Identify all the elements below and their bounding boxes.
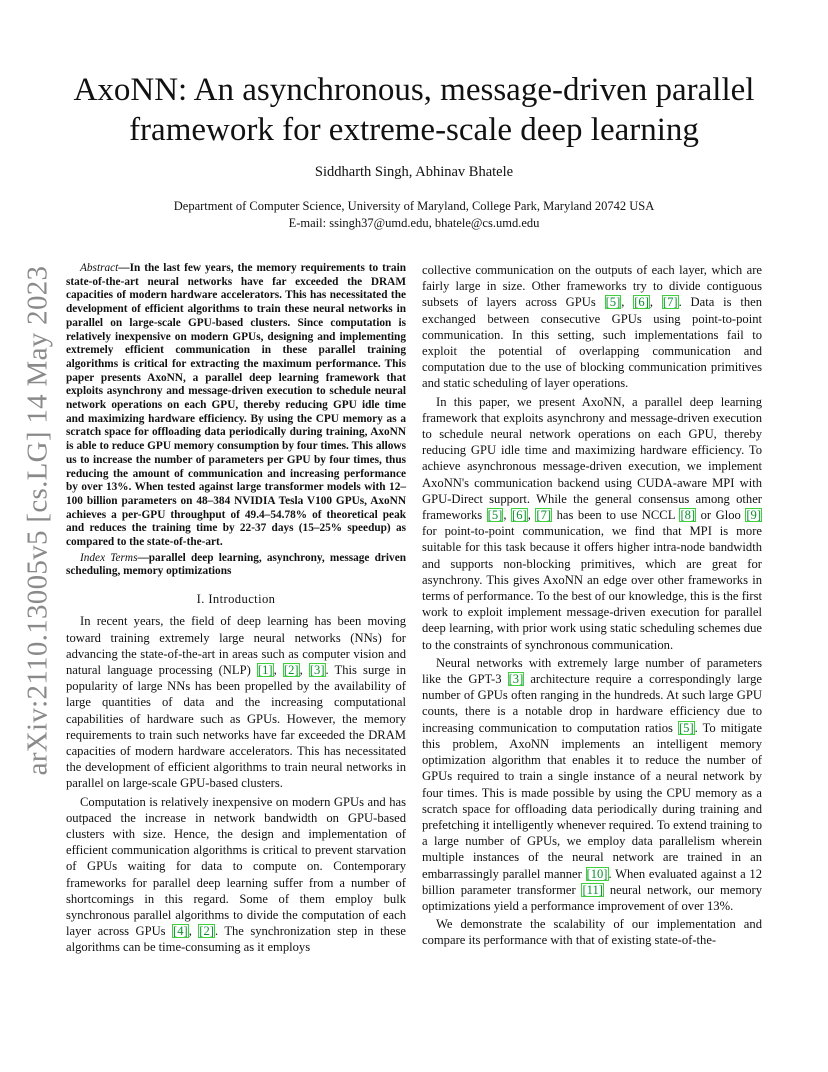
citation-link[interactable]: [5]: [605, 295, 621, 310]
citation-link[interactable]: [5]: [678, 720, 694, 735]
intro-paragraph-3: collective communication on the outputs of each layer, which are fairly large in size. Other frameworks try to divide contiguous subsets of layers across GPUs [5], [6], [7]. Data is then exchanged between consecutive GPUs using point-to-point communication. In this setting, such implementations fail to exploit the potential of overlapping communication and computation due to the use of blocking communication primitives and static scheduling of layer operations.: [422, 263, 763, 391]
citation-link[interactable]: [11]: [582, 882, 603, 897]
index-terms-lead: Index Terms: [80, 551, 138, 564]
left-column: [66, 262, 406, 958]
citation-link[interactable]: [3]: [508, 672, 524, 687]
paper-title: [60, 70, 768, 150]
intro-paragraph-6: We demonstrate the scalability of our implementation and compare its performance with that of existing state-of-the-: [422, 917, 762, 948]
citation-link[interactable]: [6]: [634, 295, 649, 310]
citation-link[interactable]: [8]: [680, 508, 696, 523]
citation-link[interactable]: [1]: [257, 662, 273, 677]
citation-link[interactable]: [4]: [173, 924, 188, 939]
email: E-mail: ssingh37@umd.edu, bhatele@cs.umd.edu: [288, 216, 540, 230]
authors: Siddharth Singh, Abhinav Bhatele: [314, 164, 514, 180]
citation-link[interactable]: [2]: [283, 662, 299, 677]
right-column: [422, 262, 762, 951]
citation-link[interactable]: [10]: [586, 866, 608, 881]
affiliation-block: [60, 198, 768, 232]
citation-link[interactable]: [9]: [746, 508, 762, 523]
citation-link[interactable]: [7]: [536, 508, 552, 523]
section-heading: I. Introduction: [196, 592, 276, 607]
title-line-1: AxoNN: An asynchronous, message-driven parallel: [73, 72, 755, 108]
title-line-2: framework for extreme-scale deep learning: [129, 112, 699, 148]
intro-paragraph-2: Computation is relatively inexpensive on modern GPUs and has outpaced the increase in network bandwidth on GPU-based clusters with size. Hence, the design and implementation of efficient communication algorithms is critical to prevent starvation of GPUs waiting for data to compute on. Contemporary frameworks for parallel deep learning suffer from a number of shortcomings in this regard. Some of them employ bulk synchronous parallel algorithms to divide the computation of each layer across GPUs [4], [2]. The synchronization step in these algorithms can be time-consuming as it employs: [66, 794, 406, 955]
abstract: [66, 262, 406, 550]
arxiv-identifier: arXiv:2110.13005v5 [cs.LG] 14 May 2023: [21, 265, 54, 775]
citation-link[interactable]: [5]: [487, 508, 503, 523]
citation-link[interactable]: [2]: [199, 924, 214, 939]
citation-link[interactable]: [3]: [309, 662, 325, 677]
intro-paragraph-5: Neural networks with extremely large number of parameters like the GPT-3 [3] architecture require a correspondingly large number of GPUs often ranging in the hundreds. At such large GPU counts, there is a notable drop in hardware efficiency due to increasing communication to computation ratios [5]. To mitigate this problem, AxoNN implements an intelligent memory optimization algorithm that enables it to reduce the number of GPUs required to train a single instance of a neural network by four times. This is made possible by using the CPU memory as a scratch space for offloading data periodically during training and prefetching it intelligently whenever required. To extend training to a large number of GPUs, we employ data parallelism wherein multiple instances of the neural network are trained in an embarrassingly parallel manner [10]. When evaluated against a 12 billion parameter transformer [11] neural network, our memory optimizations yield a performance improvement of over 13%.: [422, 655, 763, 913]
affiliation: Department of Computer Science, University of Maryland, College Park, Maryland 20742 USA: [173, 199, 655, 213]
intro-paragraph-4: In this paper, we present AxoNN, a parallel deep learning framework that exploits asynchrony and message-driven execution to schedule neural network operations on each GPU, thereby reducing GPU idle time and maximizing hardware efficiency. To achieve asynchronous message-driven execution, we implement AxoNN's communication backend using CUDA-aware MPI with GPU-Direct support. While the general consensus among other frameworks [5], [6], [7] has been to use NCCL [8] or Gloo [9] for point-to-point communication, we find that MPI is more suitable for this task because it offers higher intra-node bandwidth and supports non-blocking primitives, which are great for asynchrony. This gives AxoNN an edge over other frameworks in terms of performance. To the best of our knowledge, this is the first work to exploit implement message-driven execution for parallel deep learning, with prior work using static scheduling schemes due to the constraints of synchronous communication.: [422, 394, 762, 652]
index-terms-text: —parallel deep learning, asynchrony, message driven scheduling, memory optimizations: [66, 551, 406, 578]
intro-paragraph-1: In recent years, the field of deep learning has been moving toward training extremely large neural networks (NNs) for advancing the state-of-the-art in areas such as computer vision and natural language processing (NLP) [1], [2], [3]. This surge in popularity of large NNs has been propelled by the availability of large quantities of data and the increasing computational capabilities of hardware such as GPUs. However, the memory requirements to train such networks have far exceeded the DRAM capacities of modern hardware accelerators. This has necessitated the development of efficient algorithms to train neural networks in parallel on large-scale GPU-based clusters.: [66, 614, 407, 791]
index-terms: [66, 552, 406, 579]
arxiv-side-label: [10, 265, 66, 775]
abstract-lead: Abstract: [80, 262, 119, 274]
citation-link[interactable]: [6]: [512, 508, 527, 523]
citation-link[interactable]: [7]: [662, 295, 678, 310]
abstract-text: —In the last few years, the memory requirements to train state-of-the-art neural networks have far exceeded the DRAM capacities of modern hardware accelerators. This has necessitated the development of efficient algorithms to train these neural networks in parallel on large-scale GPU-based clusters. Since computation is relatively inexpensive on modern GPUs, designing and implementing extremely efficient communication in these parallel training algorithms is critical for extracting the maximum performance. This paper presents AxoNN, a parallel deep learning framework that exploits asynchrony and message-driven execution to schedule neural network operations on each GPU, thereby reducing GPU idle time and maximizing hardware efficiency. By using the CPU memory as a scratch space for offloading data periodically during training, AxoNN is able to reduce GPU memory consumption by four times. This allows us to increase the number of parameters per GPU by four times, thus reducing the amount of communication and increasing performance by over 13%. When tested against large transformer models with 12–100 billion parameters on 48–384 NVIDIA Tesla V100 GPUs, AxoNN achieves a per-GPU throughput of 49.4–54.78% of theoretical peak and reduces the training time by 22-37 days (15–25% speedup) as compared to the state-of-the-art.: [66, 262, 406, 549]
